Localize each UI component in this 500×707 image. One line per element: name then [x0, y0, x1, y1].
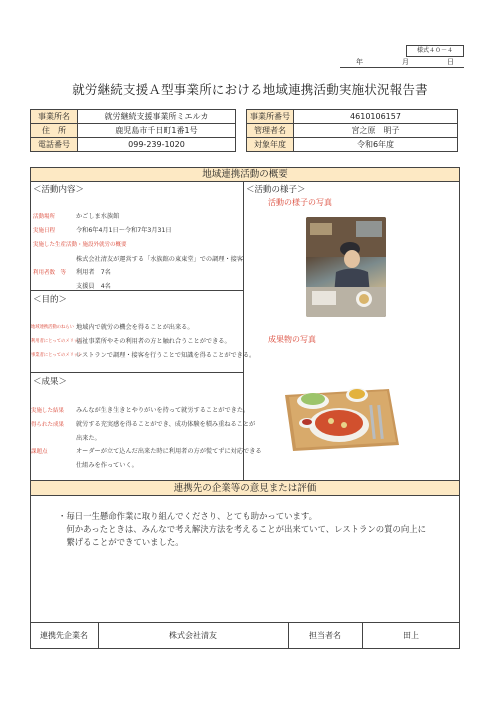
- product-photo-caption: 成果物の写真: [268, 335, 316, 344]
- evaluation-line-2: 何かあったときは、みんなで考え解決方法を考えることが出来ていて、レストランの質の向上に: [58, 524, 426, 534]
- date-underline: [340, 67, 464, 68]
- issue-label: 課題点: [31, 449, 48, 455]
- office-number-label: 事業所番号: [247, 110, 294, 124]
- staff-count-value: 支援員 4名: [76, 283, 111, 290]
- issue-value: オーダーが立て込んだ出来た時に利用者の方が慌てずに対応できる: [76, 448, 262, 455]
- phone-value: 099-239-1020: [78, 138, 236, 152]
- user-count-label: 利用者数 等: [33, 270, 67, 276]
- date-month: 月: [402, 58, 409, 66]
- user-count-value: 利用者 7名: [76, 269, 111, 276]
- activity-photo-caption: 活動の様子の写真: [268, 198, 332, 207]
- evaluation-line-1: ・毎日一生懸命作業に取り組んでくださり、とても助かっています。: [58, 511, 317, 521]
- footer-divider: [30, 622, 460, 623]
- manager-value: 宮之原 明子: [294, 124, 458, 138]
- business-merit-label: 事業者にとってのメリット: [31, 353, 83, 358]
- office-name-label: 事業所名: [31, 110, 78, 124]
- results-label: ＜成果＞: [33, 377, 68, 387]
- result-gain-value-2: 出来た。: [76, 435, 101, 442]
- date-day: 日: [447, 58, 454, 66]
- activity-content-label: ＜活動内容＞: [33, 185, 85, 195]
- result-gain-value: 就労する充実感を得ることができ、成功体験を積み重ねることが: [76, 421, 256, 428]
- activity-photo-image: [306, 217, 386, 317]
- evaluation-section: [30, 480, 460, 649]
- evaluation-header: 連携先の企業等の意見または評価: [31, 481, 459, 496]
- business-merit-value: レストランで調理・接客を行うことで知識を得ることができる。: [76, 352, 256, 359]
- issue-value-2: 仕組みを作っていく。: [76, 462, 138, 469]
- result-outcome-label: 実施した結果: [31, 408, 65, 414]
- situation-label: ＜活動の様子＞: [246, 185, 306, 195]
- user-merit-value: 福祉事業所やその利用者の方と触れ合うことができる。: [76, 338, 231, 345]
- contact-label: 担当者名: [309, 631, 341, 640]
- partner-value: 株式会社清友: [169, 631, 217, 640]
- schedule-value: 令和6年4月1日～令和7年3月31日: [76, 227, 172, 234]
- purpose-aim-label: 地域連携活動のねらい: [31, 325, 74, 330]
- production-overview-label: 実施した生産活動・施設外就労の概要: [33, 242, 127, 248]
- address-value: 鹿児島市千日町1番1号: [78, 124, 236, 138]
- purpose-divider: [30, 290, 243, 291]
- user-merit-label: 利用者にとってのメリット: [31, 339, 83, 344]
- product-photo: [271, 355, 415, 457]
- activity-place-label: 活動場所: [33, 214, 56, 220]
- year-label: 対象年度: [247, 138, 294, 152]
- production-overview-value: 株式会社清友が運営する「水族館の東東堂」での調理・接客: [76, 256, 244, 263]
- results-divider: [30, 372, 243, 373]
- form-number: 様式４０－４: [406, 45, 464, 57]
- page-title: 就労継続支援Ａ型事業所における地域連携活動実施状況報告書: [72, 82, 428, 97]
- address-label: 住 所: [31, 124, 78, 138]
- date-year: 年: [356, 58, 363, 66]
- result-outcome-value: みんなが生き生きとやりがいを持って就労することができた。: [76, 407, 250, 414]
- year-value: 令和6年度: [294, 138, 458, 152]
- office-name-value: 就労継続支援事業所ミエルカ: [78, 110, 236, 124]
- overview-divider: [243, 181, 244, 482]
- activity-place-value: かごしま水族館: [76, 213, 120, 220]
- office-detail-table: [246, 109, 458, 152]
- contact-value: 田上: [403, 631, 419, 640]
- manager-label: 管理者名: [247, 124, 294, 138]
- purpose-label: ＜目的＞: [33, 295, 68, 305]
- partner-label: 連携先企業名: [40, 631, 88, 640]
- phone-label: 電話番号: [31, 138, 78, 152]
- overview-header: 地域連携活動の概要: [31, 168, 459, 182]
- product-photo-image: [271, 355, 415, 457]
- result-gain-label: 得られた成果: [31, 422, 65, 428]
- schedule-label: 実施日程: [33, 228, 56, 234]
- office-info-table: [30, 109, 236, 152]
- activity-photo: [306, 217, 386, 317]
- evaluation-line-3: 繋げることができていました。: [58, 537, 184, 547]
- purpose-aim-value: 地域内で就労の機会を得ることが出来る。: [76, 324, 194, 331]
- office-number-value: 4610106157: [294, 110, 458, 124]
